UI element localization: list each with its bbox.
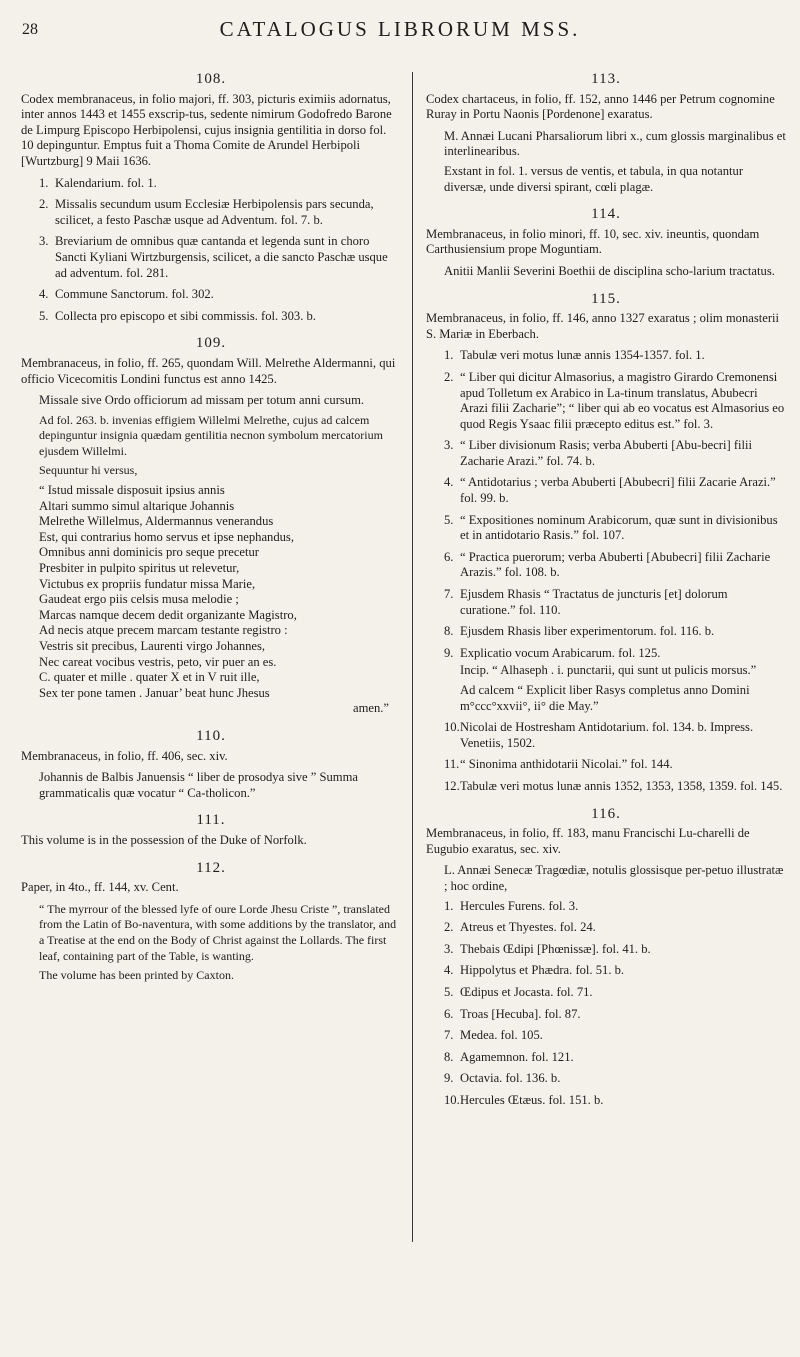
- item-number: 2.: [444, 369, 454, 384]
- entry-number: 111.: [196, 812, 226, 829]
- list-item: [426, 985, 786, 1001]
- list-item: [426, 942, 786, 958]
- list-item: [21, 197, 401, 228]
- item-number: 6.: [444, 549, 454, 564]
- entry-paragraph: “ The myrrour of the blessed lyfe of oure Lorde Jhesu Criste ”, translated from the Latin of Bo-naventura, with some additions by the translator, and a Treatise at the end on the Body of Christ against the Lollards. The first leaf, containing part of the Table, is wanting.: [39, 901, 397, 963]
- list-item: [426, 370, 786, 432]
- entry-number: 110.: [196, 727, 226, 744]
- list-item: [426, 513, 786, 544]
- item-number: 8.: [444, 1049, 454, 1064]
- running-title: CATALOGUS LIBRORUM MSS.: [219, 17, 581, 41]
- item-text: Commune Sanctorum. fol. 302.: [55, 287, 214, 302]
- entry-number: 108.: [195, 71, 227, 87]
- item-text: Octavia. fol. 136. b.: [460, 1071, 561, 1086]
- item-text: Hippolytus et Phædra. fol. 51. b.: [460, 963, 625, 978]
- entry-paragraph: L. Annæi Senecæ Tragœdiæ, notulis glossisque per-petuo illustratæ ; hoc ordine,: [444, 863, 784, 893]
- verse-end: amen.”: [352, 701, 389, 716]
- list-item: [426, 550, 786, 581]
- entry-111: [21, 813, 401, 848]
- item-number: 5.: [444, 984, 454, 999]
- entry-number: 115.: [591, 290, 621, 307]
- item-text: “ Antidotarius ; verba Abuberti [Abubecri] filii Zacarie Arazi.” fol. 99. b.: [460, 475, 776, 506]
- item-text: Breviarium de omnibus quæ cantanda et legenda sunt in choro Sancti Kyliani Wirtzburgensis, scilicet, a die sancto Paschæ usque ad adventum. fol. 281.: [55, 234, 388, 280]
- list-item: [21, 309, 401, 325]
- verse-line: C. quater et mille . quater X et in V ruit ille,: [39, 670, 260, 685]
- list-item: [21, 176, 401, 192]
- entry-description: This volume is in the possession of the Duke of Norfolk.: [21, 832, 307, 847]
- item-text: Œdipus et Jocasta. fol. 71.: [460, 984, 593, 999]
- item-text: Thebais Œdipi [Phœnissæ]. fol. 41. b.: [460, 941, 651, 956]
- item-text: Ejusdem Rhasis liber experimentorum. fol. 116. b.: [460, 624, 715, 639]
- entry-109: [21, 336, 401, 717]
- item-text: Medea. fol. 105.: [460, 1028, 543, 1043]
- entry-description: Membranaceus, in folio, ff. 406, sec. xiv.: [21, 748, 228, 763]
- item-text: “ Liber qui dicitur Almasorius, a magistro Girardo Cremonensi apud Tolletum ex Arabico in La-tinum translatus, Abubecri Arazi filii Zacharie”; “ liber qui ab eo vocatus est Almasorius eo quod Regis Ysaac filii præcepto editus est.” fol. 3.: [460, 369, 785, 431]
- verse-line: Melrethe Willelmus, Aldermannus venerandus: [39, 514, 274, 529]
- item-text: Nicolai de Hostresham Antidotarium. fol. 134. b. Impress. Venetiis, 1502.: [460, 720, 754, 750]
- entry-number: 116.: [591, 805, 621, 822]
- list-item: [426, 920, 786, 936]
- verse-line: Presbiter in pulpito spiritus ut relevetur,: [39, 561, 240, 576]
- list-item: [426, 963, 786, 979]
- item-number: 3.: [39, 234, 49, 249]
- item-number: 11.: [444, 757, 460, 772]
- item-number: 7.: [444, 1028, 454, 1043]
- entry-paragraph: Missale sive Ordo officiorum ad missam per totum anni cursum.: [39, 393, 365, 408]
- entry-114: [426, 207, 786, 279]
- right-column: [426, 72, 786, 1114]
- item-text: Collecta pro episcopo et sibi commissis. fol. 303. b.: [55, 308, 316, 323]
- item-text: Hercules Œtæus. fol. 151. b.: [460, 1092, 604, 1107]
- item-number: 2.: [444, 920, 454, 935]
- item-number: 6.: [444, 1006, 454, 1021]
- entry-paragraph: Anitii Manlii Severini Boethii de disciplina scho-larium tractatus.: [444, 263, 775, 278]
- item-text: Kalendarium. fol. 1.: [55, 175, 157, 190]
- entry-paragraph: Johannis de Balbis Januensis “ liber de prosodya sive ” Summa grammaticalis quæ vocatur “ Ca-tholicon.”: [39, 770, 358, 800]
- list-item: [426, 438, 786, 469]
- item-incipit: Incip. “ Alhaseph . i. punctarii, qui sunt ut pulicis morsus.”: [460, 663, 757, 678]
- item-number: 9.: [444, 645, 454, 660]
- list-item: [426, 757, 786, 773]
- verse-line: Ad necis atque precem marcam testante registro :: [39, 623, 288, 638]
- list-item: [426, 475, 786, 506]
- item-number: 3.: [444, 941, 454, 956]
- item-number: 4.: [444, 475, 454, 490]
- list-item: [21, 234, 401, 281]
- entry-116: [426, 807, 786, 1109]
- verse-line: Sex ter pone tamen . Januar’ beat hunc Jhesus: [39, 685, 270, 700]
- entry-paragraph: Sequuntur hi versus,: [39, 463, 138, 478]
- item-text: Agamemnon. fol. 121.: [460, 1049, 574, 1064]
- item-text: Hercules Furens. fol. 3.: [460, 898, 579, 913]
- verse-line: Marcas namque decem dedit organizante Magistro,: [39, 607, 297, 622]
- entry-110: [21, 729, 401, 801]
- item-number: 1.: [39, 175, 49, 190]
- item-number: 4.: [39, 287, 49, 302]
- item-text: Troas [Hecuba]. fol. 87.: [460, 1006, 581, 1021]
- item-text: Explicatio vocum Arabicarum. fol. 125.: [460, 645, 661, 660]
- entry-description: Membranaceus, in folio, ff. 265, quondam Will. Melrethe Aldermanni, qui officio Vicecomitis Londini functus est anno 1425.: [21, 355, 396, 386]
- list-item: [21, 287, 401, 303]
- item-number: 3.: [444, 438, 454, 453]
- list-item: [426, 720, 786, 751]
- item-text: Ejusdem Rhasis “ Tractatus de juncturis [et] dolorum curatione.” fol. 110.: [460, 587, 728, 617]
- item-text: Atreus et Thyestes. fol. 24.: [460, 920, 596, 935]
- item-number: 1.: [444, 348, 454, 363]
- item-number: 10.: [444, 1092, 460, 1107]
- item-number: 8.: [444, 624, 454, 639]
- item-number: 4.: [444, 963, 454, 978]
- list-item: [426, 779, 786, 795]
- entry-paragraph: M. Annæi Lucani Pharsaliorum libri x., cum glossis marginalibus et interlinearibus.: [444, 128, 786, 159]
- entry-description: Membranaceus, in folio minori, ff. 10, sec. xiv. ineuntis, quondam Carthusiensium prope Moguntiam.: [426, 226, 760, 257]
- item-number: 5.: [444, 512, 454, 527]
- entry-paragraph: Ad fol. 263. b. invenias effigiem Willelmi Melrethe, cujus ad calcem depinguntur insignia quædam gentilitia necnon symbolum mercatorium ejusdem Willelmi.: [39, 412, 383, 458]
- entry-paragraph: The volume has been printed by Caxton.: [39, 968, 234, 983]
- verse-line: Victubus ex propriis fundatur missa Marie,: [39, 576, 256, 591]
- list-item: [426, 1071, 786, 1087]
- verse-block: [21, 483, 401, 717]
- verse-line: Est, qui contrarius homo servus et ipse nephandus,: [39, 529, 294, 544]
- item-text: “ Expositiones nominum Arabicorum, quæ sunt in divisionibus et in antidotario Rasis.” fol. 107.: [460, 512, 778, 543]
- entry-112: [21, 861, 401, 984]
- entry-number: 112.: [196, 859, 226, 876]
- list-item: [426, 1050, 786, 1066]
- entry-number: 114.: [591, 206, 621, 223]
- item-number: 5.: [39, 308, 49, 323]
- item-number: 7.: [444, 587, 454, 602]
- item-number: 2.: [39, 197, 49, 212]
- entry-description: Membranaceus, in folio, ff. 146, anno 1327 exaratus ; olim monasterii S. Mariæ in Eberbach.: [426, 311, 780, 341]
- list-item: [426, 1028, 786, 1044]
- list-item: [426, 587, 786, 618]
- item-text: Tabulæ veri motus lunæ annis 1354-1357. fol. 1.: [460, 348, 705, 363]
- item-text: “ Practica puerorum; verba Abuberti [Abubecri] filii Zacharie Arazis.” fol. 108. b.: [460, 549, 771, 580]
- entry-113: [426, 72, 786, 195]
- list-item: [426, 646, 786, 662]
- entry-number: 113.: [591, 71, 621, 87]
- entry-description: Membranaceus, in folio, ff. 183, manu Francischi Lu-charelli de Eugubio exaratus, sec. xiv.: [426, 826, 750, 856]
- column-divider: [412, 72, 413, 1242]
- verse-line: Vestris sit precibus, Laurenti virgo Johannes,: [39, 639, 266, 653]
- item-text: Tabulæ veri motus lunæ annis 1352, 1353, 1358, 1359. fol. 145.: [460, 778, 783, 793]
- left-column: [21, 72, 401, 988]
- item-text: Missalis secundum usum Ecclesiæ Herbipolensis pars secunda, scilicet, a festo Paschæ usque ad Adventum. fol. 7. b.: [55, 197, 374, 227]
- verse-line: Nec careat vocibus vestris, peto, vir puer an es.: [39, 654, 277, 669]
- verse-line: Altari summo simul altarique Johannis: [39, 498, 235, 513]
- entry-108: [21, 72, 401, 324]
- item-number: 12.: [444, 778, 460, 793]
- item-text: “ Sinonima anthidotarii Nicolai.” fol. 144.: [460, 757, 673, 772]
- list-item: [426, 348, 786, 364]
- list-item: [426, 1093, 786, 1109]
- page-number: 28: [22, 21, 38, 38]
- entry-115: [426, 292, 786, 795]
- entry-paragraph: Exstant in fol. 1. versus de ventis, et tabula, in qua notantur diversæ, unde diversi spirant, cœli plagæ.: [444, 163, 744, 194]
- item-number: 10.: [444, 720, 460, 735]
- entry-number: 109.: [195, 335, 227, 352]
- list-item: [426, 624, 786, 640]
- entry-description: Paper, in 4to., ff. 144, xv. Cent.: [21, 880, 179, 895]
- entry-description: Codex chartaceus, in folio, ff. 152, anno 1446 per Petrum cognomine Ruray in Portu Naonis [Pordenone] exaratus.: [426, 91, 775, 122]
- list-item: [426, 1007, 786, 1023]
- item-number: 9.: [444, 1071, 454, 1086]
- list-item: [426, 899, 786, 915]
- verse-line: Omnibus anni dominicis pro seque precetur: [39, 545, 259, 560]
- verse-line: “ Istud missale disposuit ipsius annis: [39, 483, 225, 498]
- item-text: “ Liber divisionum Rasis; verba Abuberti [Abu-becri] filii Zacharie Arazi.” fol. 74. b.: [460, 438, 753, 468]
- entry-description: Codex membranaceus, in folio majori, ff. 303, picturis eximiis adornatus, inter annos 1443 et 1455 exscrip-tus, sedente nimirum Godofredo Barone de Limpurg Episcopo Herbipolensi, cujus insignia gentilitia in dorso fol. 10 depinguntur. Emptus fuit a Thoma Comite de Arundel Herbipoli [Wurtzburg] 9 Maii 1636.: [21, 91, 392, 168]
- page-header: [22, 17, 778, 47]
- item-number: 1.: [444, 898, 454, 913]
- item-explicit: Ad calcem “ Explicit liber Rasys completus anno Domini m°ccc°xxvii°, ii° die May.”: [460, 683, 750, 713]
- verse-line: Gaudeat ergo piis celsis musa melodie ;: [39, 592, 239, 607]
